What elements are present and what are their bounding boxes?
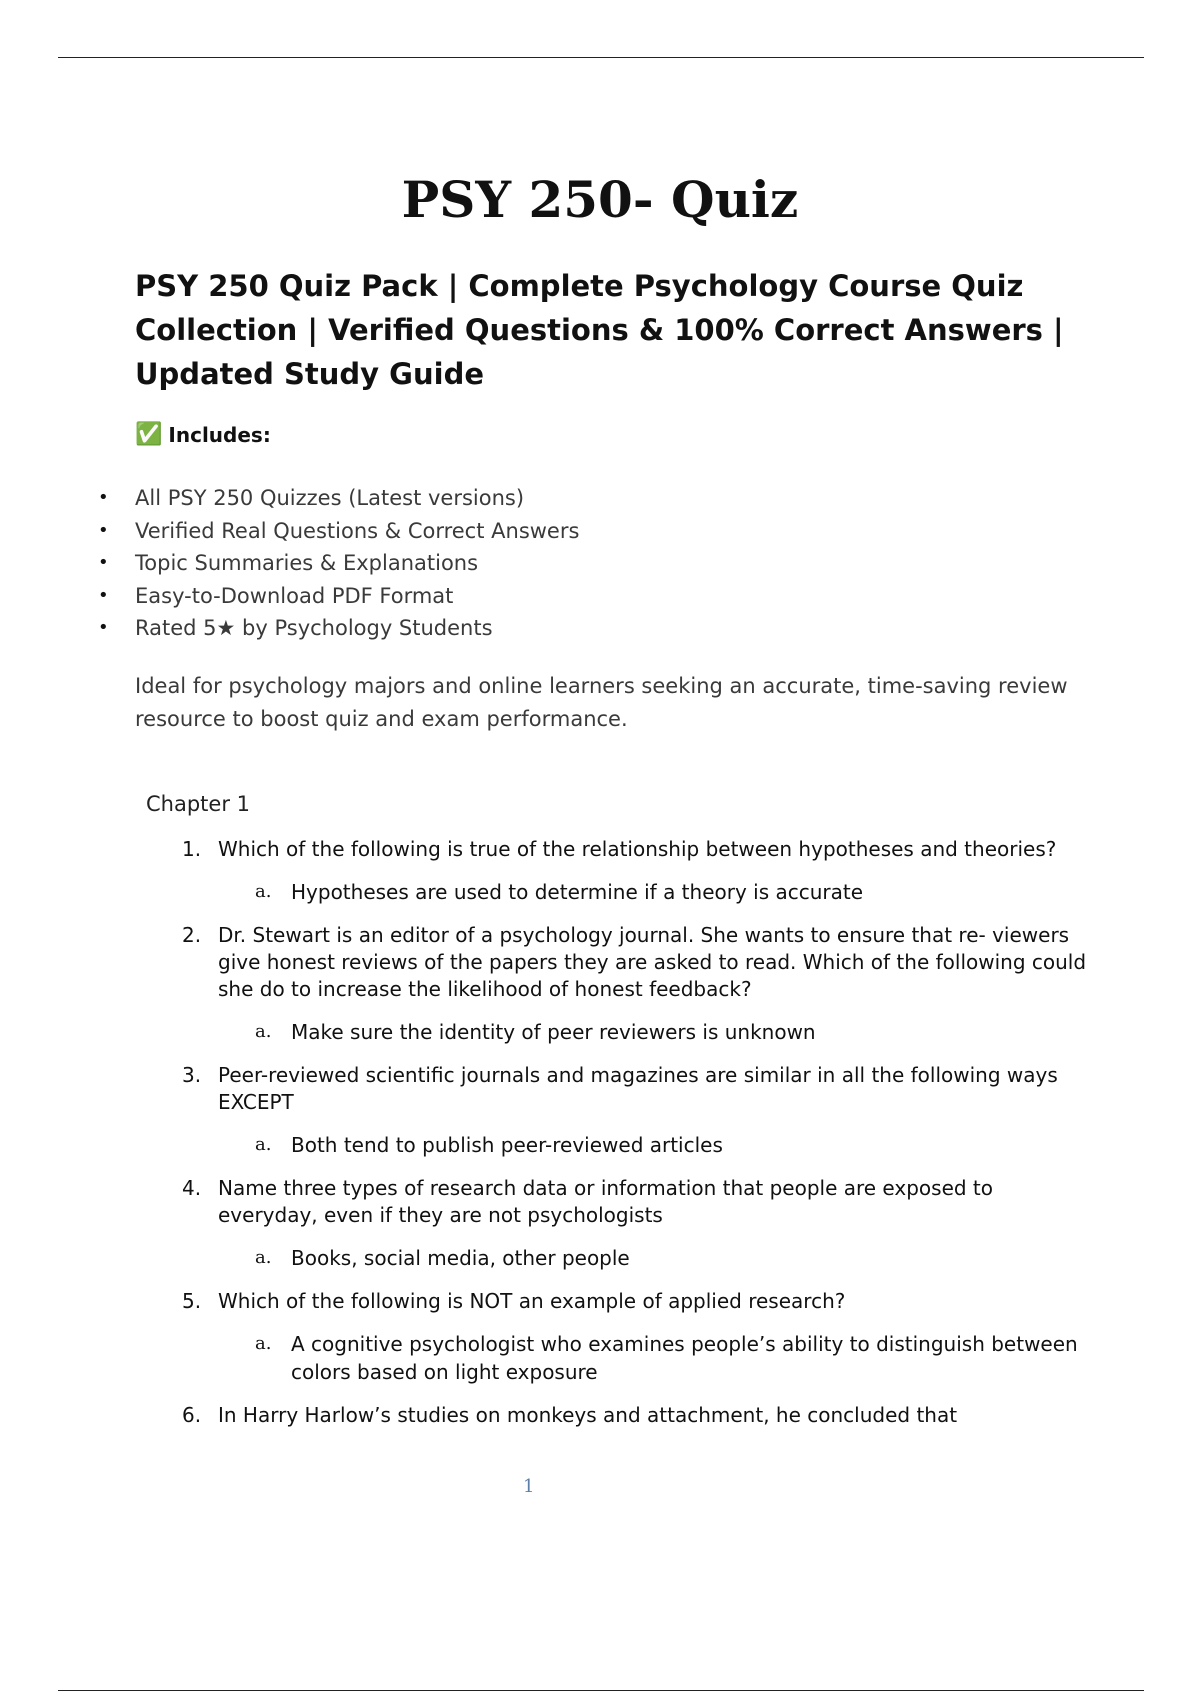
bullet-icon: • <box>98 617 109 638</box>
answer-4: a. Books, social media, other people <box>255 1246 630 1270</box>
question-5: 5. Which of the following is NOT an example of applied research? <box>182 1289 846 1313</box>
answer-1: a. Hypotheses are used to determine if a theory is accurate <box>255 880 864 904</box>
includes-label: Includes: <box>168 423 271 447</box>
answer-2: a. Make sure the identity of peer reviewers is unknown <box>255 1020 816 1044</box>
list-item: • All PSY 250 Quizzes (Latest versions) <box>0 482 579 515</box>
bullet-icon: • <box>98 519 109 541</box>
bullet-icon: • <box>98 552 109 573</box>
bottom-rule <box>58 1690 1144 1691</box>
answer-3: a. Both tend to publish peer-reviewed articles <box>255 1133 723 1157</box>
bullet-icon: • <box>98 487 109 508</box>
chapter-heading: Chapter 1 <box>146 792 250 816</box>
list-item: • Rated 5★ by Psychology Students <box>0 612 579 645</box>
includes-list <box>0 482 579 645</box>
top-rule <box>58 57 1144 58</box>
bullet-icon: • <box>98 584 109 606</box>
list-item: • Topic Summaries & Explanations <box>0 547 579 580</box>
list-item: • Verified Real Questions & Correct Answers <box>0 515 579 548</box>
check-mark-icon: ✅ <box>135 422 163 447</box>
question-2: 2. Dr. Stewart is an editor of a psychology journal. She wants to ensure that re- viewers give honest reviews of the papers they are asked to read. Which of the following could she do to increase the likelihood of honest feedback? <box>182 923 1087 1001</box>
list-item: • Easy-to-Download PDF Format <box>0 580 579 613</box>
question-list <box>0 836 1200 1444</box>
question-4: 4. Name three types of research data or information that people are exposed to everyday, even if they are not psychologists <box>182 1176 994 1227</box>
includes-heading <box>135 421 271 449</box>
ideal-for-paragraph: Ideal for psychology majors and online learners seeking an accurate, time-saving review resource to boost quiz and exam performance. <box>135 674 1068 731</box>
question-3: 3. Peer-reviewed scientific journals and magazines are similar in all the following ways EXCEPT <box>182 1063 1058 1114</box>
page-title: PSY 250- Quiz <box>401 170 799 229</box>
question-1: 1. Which of the following is true of the relationship between hypotheses and theories? <box>182 837 1057 861</box>
answer-5: a. A cognitive psychologist who examines people’s ability to distinguish between colors based on light exposure <box>255 1332 1078 1384</box>
page-number: 1 <box>523 1476 535 1497</box>
document-subtitle: PSY 250 Quiz Pack | Complete Psychology Course Quiz Collection | Verified Questions & 100% Correct Answers | Updated Study Guide <box>135 269 1064 391</box>
question-6: 6. In Harry Harlow’s studies on monkeys and attachment, he concluded that <box>182 1403 958 1427</box>
